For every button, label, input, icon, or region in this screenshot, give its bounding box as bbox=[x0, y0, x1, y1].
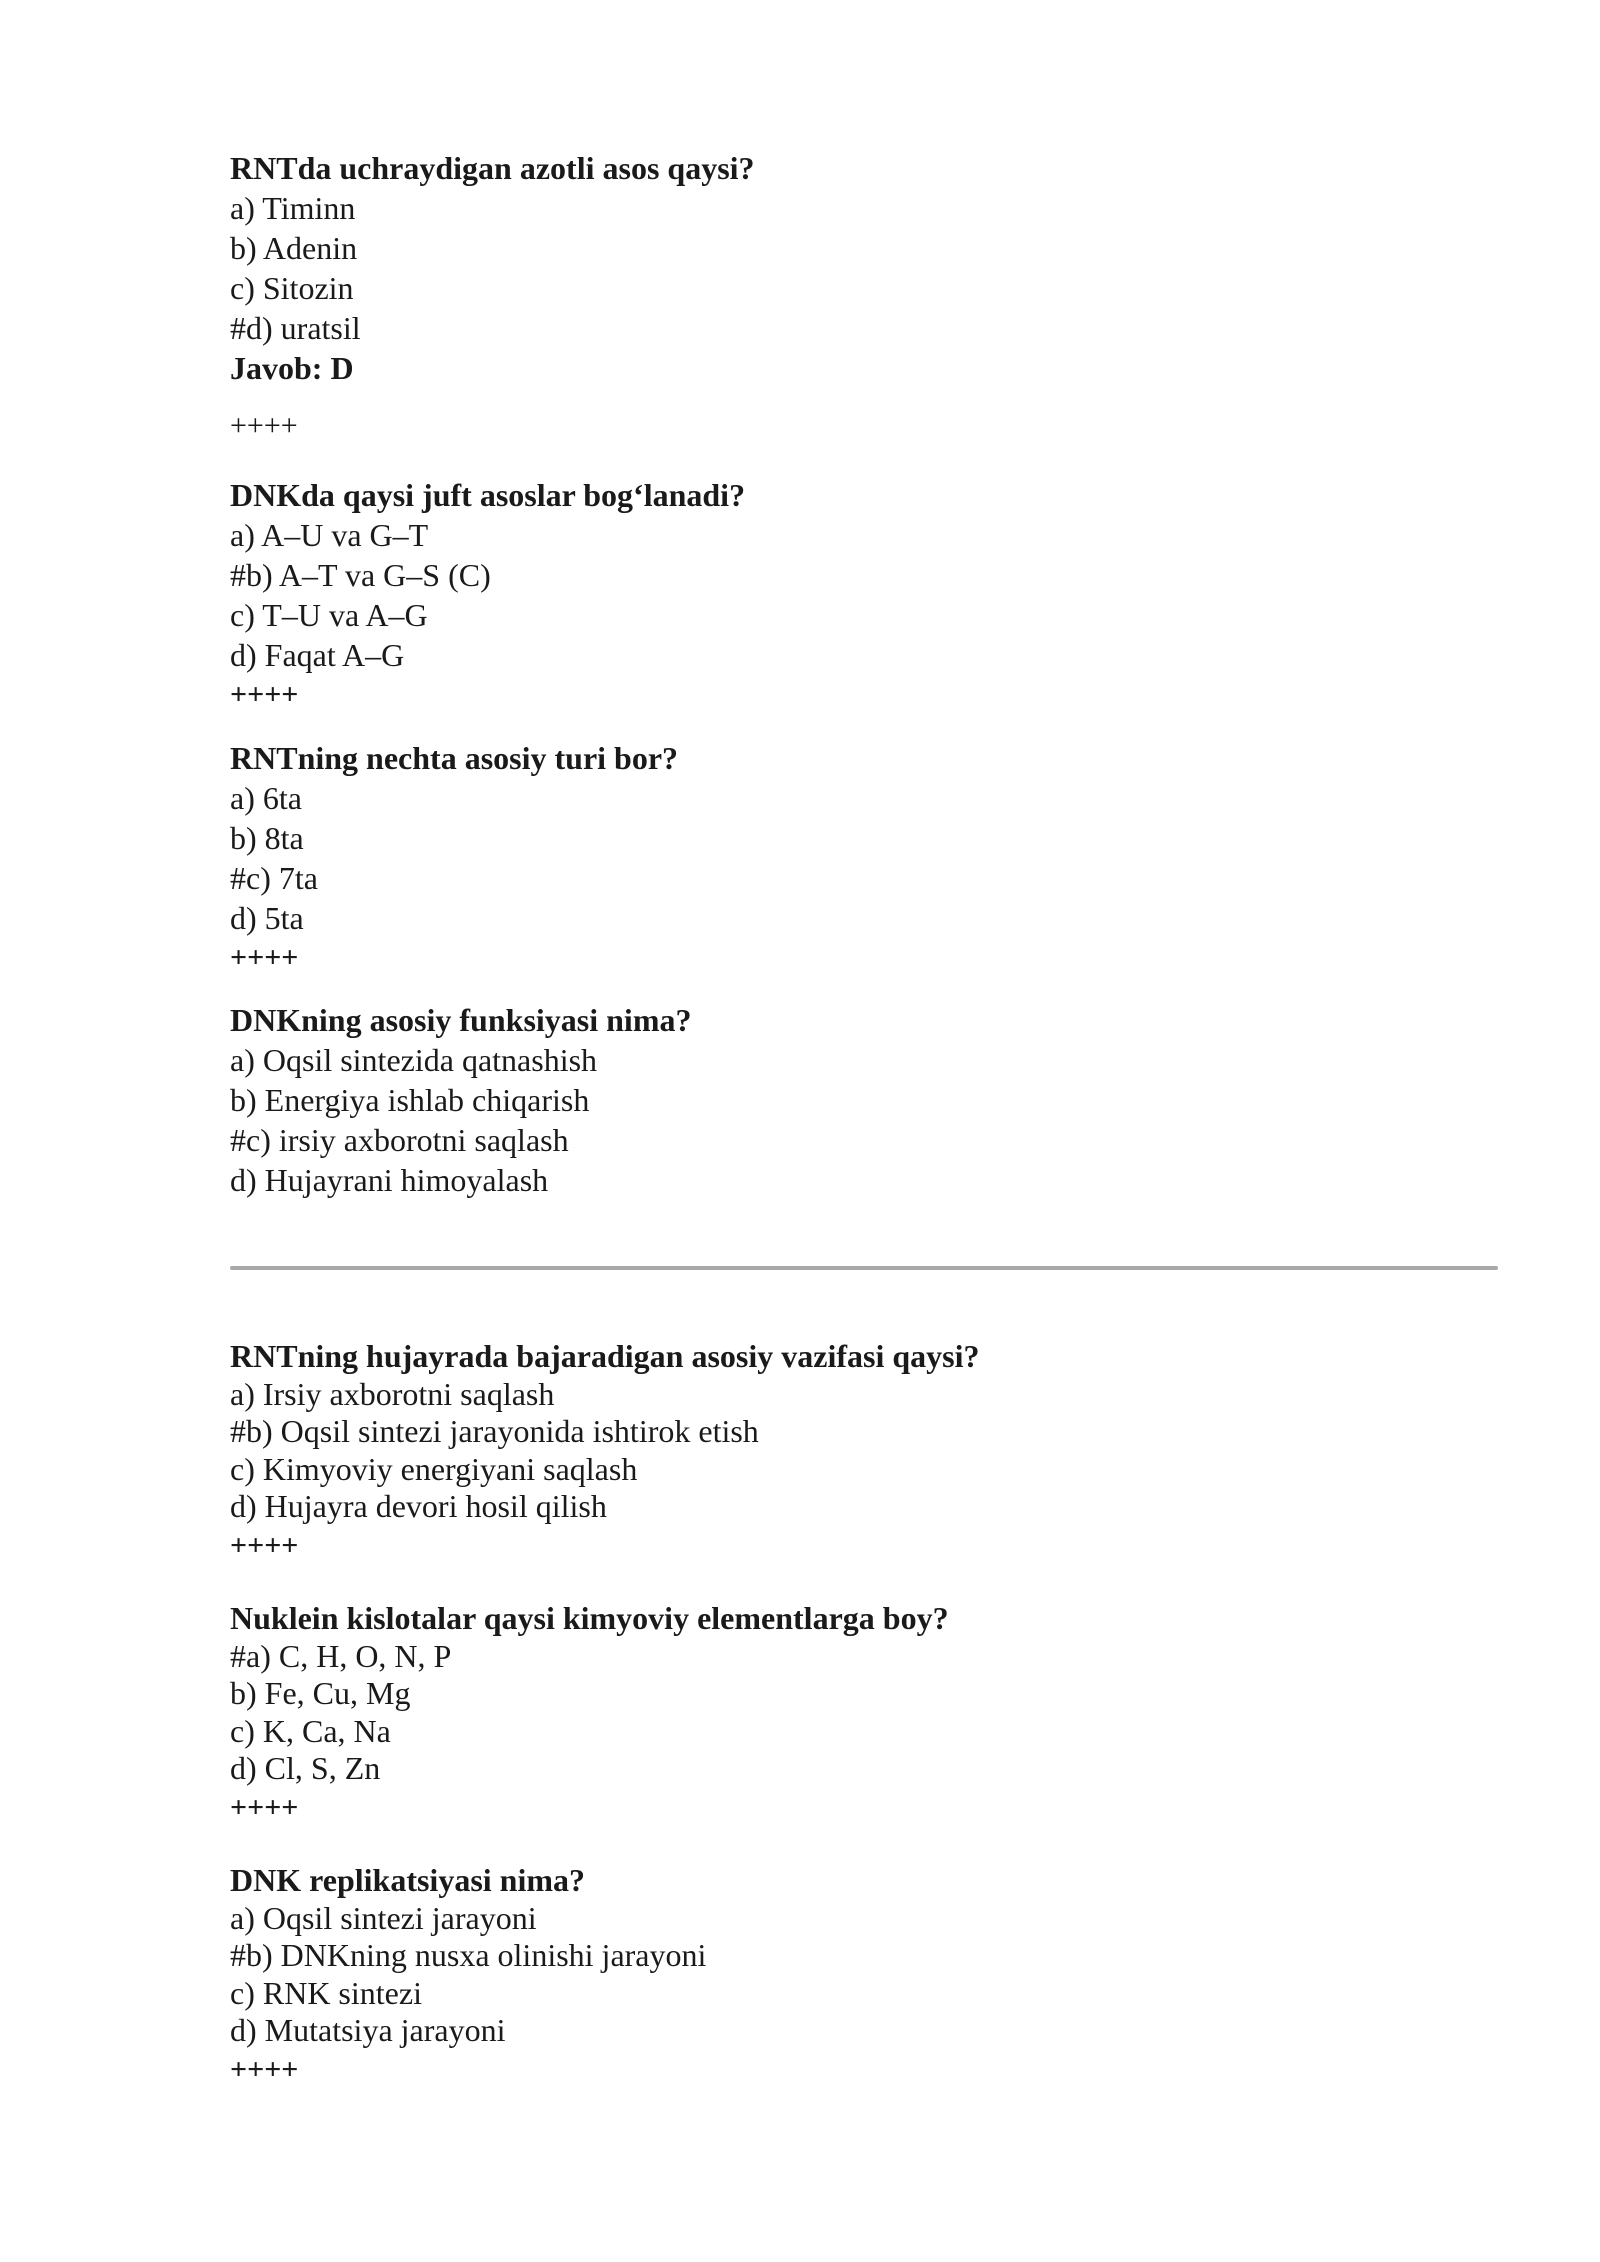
option-a: a) Timinn bbox=[230, 190, 356, 226]
question-block bbox=[230, 738, 678, 978]
option-d: d) Cl, S, Zn bbox=[230, 1750, 381, 1786]
question-title: DNKda qaysi juft asoslar bog‘lanadi? bbox=[230, 477, 746, 513]
question-block bbox=[230, 148, 755, 446]
option-a: a) A–U va G–T bbox=[230, 517, 429, 553]
option-b: #b) Oqsil sintezi jarayonida ishtirok etish bbox=[230, 1413, 759, 1449]
separator: ++++ bbox=[230, 941, 299, 974]
separator: ++++ bbox=[230, 2052, 299, 2086]
option-b: b) Adenin bbox=[230, 230, 358, 266]
option-d: d) Hujayrani himoyalash bbox=[230, 1162, 549, 1198]
option-b: b) Fe, Cu, Mg bbox=[230, 1675, 411, 1711]
question-block bbox=[230, 1600, 949, 1828]
separator: ++++ bbox=[230, 1790, 299, 1824]
option-c: #c) irsiy axborotni saqlash bbox=[230, 1122, 569, 1158]
answer-line: Javob: D bbox=[230, 350, 354, 386]
option-a: a) 6ta bbox=[230, 780, 302, 816]
option-a: a) Irsiy axborotni saqlash bbox=[230, 1375, 555, 1412]
option-d: d) Hujayra devori hosil qilish bbox=[230, 1488, 607, 1524]
option-a: a) Oqsil sintezida qatnashish bbox=[230, 1042, 598, 1078]
question-block bbox=[230, 1338, 979, 1566]
question-title: DNKning asosiy funksiyasi nima? bbox=[230, 1002, 692, 1038]
separator: ++++ bbox=[230, 678, 299, 711]
option-a: a) Oqsil sintezi jarayoni bbox=[230, 1899, 537, 1936]
separator: ++++ bbox=[230, 409, 298, 442]
question-title: RNTda uchraydigan azotli asos qaysi? bbox=[230, 150, 755, 186]
question-block bbox=[230, 1862, 706, 2090]
question-title: RNTning hujayrada bajaradigan asosiy vazifasi qaysi? bbox=[230, 1338, 980, 1374]
option-c: #c) 7ta bbox=[230, 860, 318, 896]
question-title: DNK replikatsiyasi nima? bbox=[230, 1862, 585, 1898]
option-c: c) Kimyoviy energiyani saqlash bbox=[230, 1450, 638, 1487]
option-b: #b) A–T va G–S (C) bbox=[230, 557, 491, 593]
horizontal-divider bbox=[230, 1266, 1498, 1270]
option-c: c) K, Ca, Na bbox=[230, 1712, 391, 1749]
option-c: c) T–U va A–G bbox=[230, 597, 428, 633]
question-title: RNTning nechta asosiy turi bor? bbox=[230, 740, 679, 776]
option-c: c) RNK sintezi bbox=[230, 1974, 422, 2011]
option-d: d) Faqat A–G bbox=[230, 637, 405, 673]
option-d: d) Mutatsiya jarayoni bbox=[230, 2012, 506, 2048]
option-b: #b) DNKning nusxa olinishi jarayoni bbox=[230, 1937, 707, 1973]
question-title: Nuklein kislotalar qaysi kimyoviy elementlarga boy? bbox=[230, 1600, 949, 1636]
option-d: d) 5ta bbox=[230, 900, 304, 936]
question-block bbox=[230, 475, 745, 715]
option-a: #a) C, H, O, N, P bbox=[230, 1637, 452, 1674]
question-block bbox=[230, 1000, 691, 1200]
option-c: c) Sitozin bbox=[230, 270, 354, 306]
option-d: #d) uratsil bbox=[230, 310, 361, 346]
option-b: b) 8ta bbox=[230, 820, 304, 856]
option-b: b) Energiya ishlab chiqarish bbox=[230, 1082, 590, 1118]
separator: ++++ bbox=[230, 1528, 299, 1562]
